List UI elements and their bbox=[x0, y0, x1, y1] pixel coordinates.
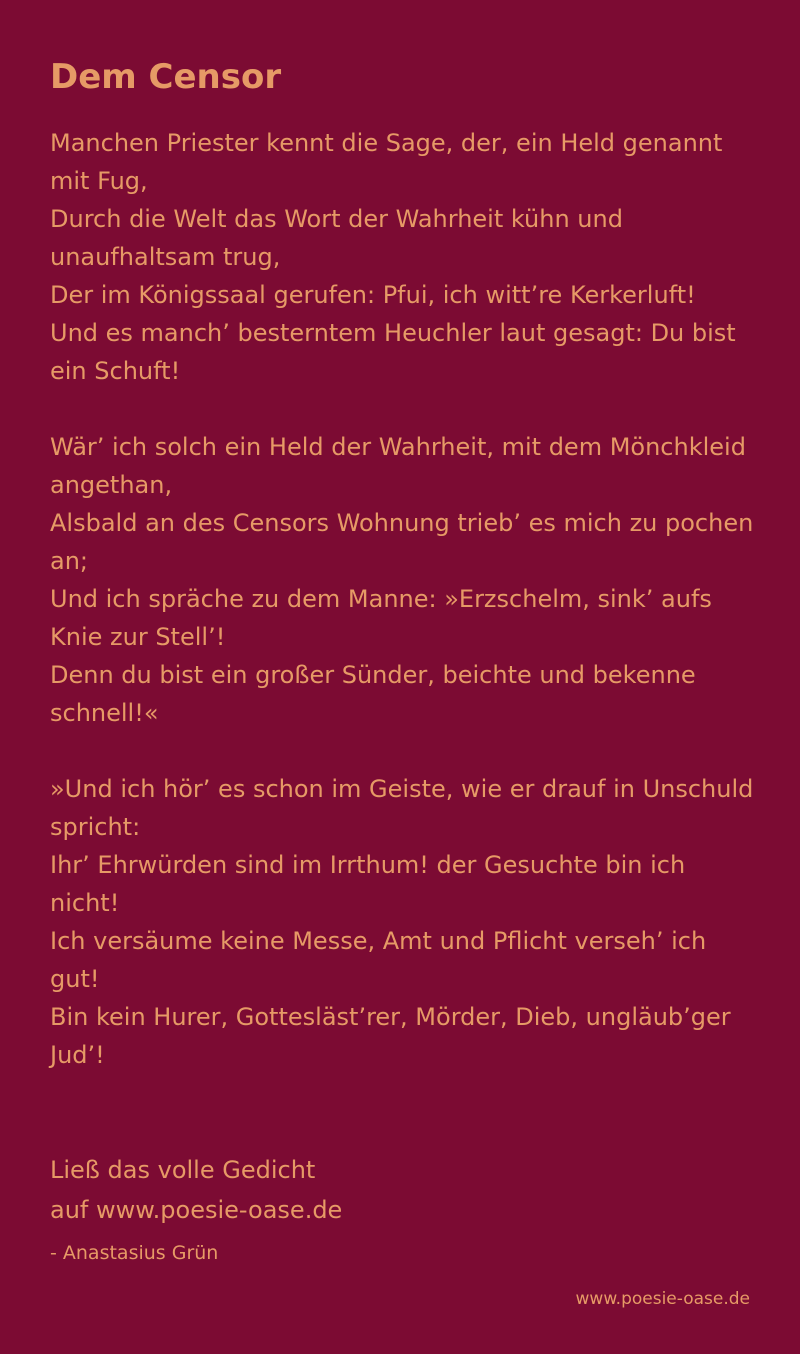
poem-line: »Und ich hör’ es schon im Geiste, wie er drauf in Unschuld spricht: bbox=[50, 775, 754, 841]
stanza-1 bbox=[50, 124, 760, 390]
poem-line: Und ich spräche zu dem Manne: »Erzschelm, sink’ aufs Knie zur Stell’! bbox=[50, 585, 712, 651]
poem-line: Bin kein Hurer, Gotteslästʼrer, Mörder, Dieb, ungläubʼger Jud’! bbox=[50, 1003, 731, 1069]
poem-line: Denn du bist ein großer Sünder, beichte und bekenne schnell!« bbox=[50, 661, 696, 727]
poem-line: Und es manch’ besterntem Heuchler laut gesagt: Du bist ein Schuft! bbox=[50, 319, 736, 385]
poem-line: Ich versäume keine Messe, Amt und Pflicht verseh’ ich gut! bbox=[50, 927, 707, 993]
stanza-3 bbox=[50, 770, 760, 1074]
cta-line-1: Ließ das volle Gedicht bbox=[50, 1156, 316, 1184]
poem-title: Dem Censor bbox=[50, 57, 282, 97]
poem-line: Der im Königssaal gerufen: Pfui, ich witt’re Kerkerluft! bbox=[50, 281, 696, 309]
poem-line: Alsbald an des Censors Wohnung trieb’ es mich zu pochen an; bbox=[50, 509, 754, 575]
poem-line: Manchen Priester kennt die Sage, der, ein Held genannt mit Fug, bbox=[50, 129, 723, 195]
poem-author: - Anastasius Grün bbox=[50, 1242, 219, 1264]
poem-line: Ihr’ Ehrwürden sind im Irrthum! der Gesuchte bin ich nicht! bbox=[50, 851, 686, 917]
stanza-2 bbox=[50, 428, 760, 732]
footer-website-link[interactable]: www.poesie-oase.de bbox=[575, 1289, 750, 1309]
poem-container bbox=[50, 56, 760, 1112]
poem-line: Durch die Welt das Wort der Wahrheit kühn und unaufhaltsam trug, bbox=[50, 205, 623, 271]
poem-line: Wär’ ich solch ein Held der Wahrheit, mit dem Mönchkleid angethan, bbox=[50, 433, 746, 499]
read-full-poem-note bbox=[50, 1150, 550, 1230]
cta-line-2[interactable]: auf www.poesie-oase.de bbox=[50, 1196, 343, 1224]
